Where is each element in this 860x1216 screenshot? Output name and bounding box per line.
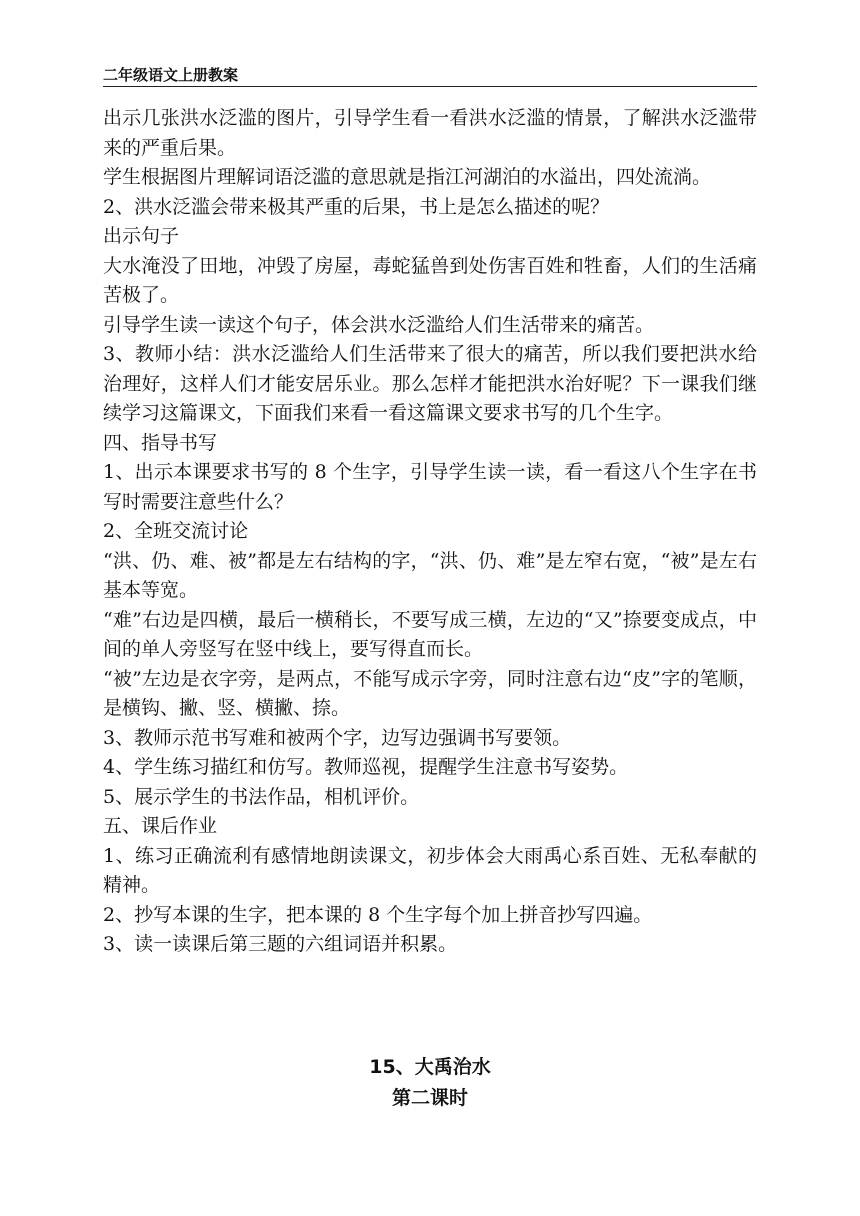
page-header [103, 62, 757, 87]
paragraph-character-nan: “难”右边是四横，最后一横稍长，不要写成三横，左边的“又”捺要变成点，中间的单人旁竖写在竖中线上，要写得直而长。 [103, 608, 757, 660]
paragraph-teacher-summary: 3、教师小结：洪水泛滥给人们生活带来了很大的痛苦，所以我们要把洪水给治理好，这样人们才能安居乐业。那么怎样才能把洪水治好呢？下一课我们继续学习这篇课文，下面我们来看一看这篇课文要求书写的几个生字。 [103, 343, 757, 424]
section-heading-writing: 四、指导书写 [103, 431, 218, 454]
paragraph-intro-pictures: 出示几张洪水泛滥的图片，引导学生看一看洪水泛滥的情景，了解洪水泛滥带来的严重后果。 [103, 107, 757, 159]
paragraph-quoted-sentence: 大水淹没了田地，冲毁了房屋，毒蛇猛兽到处伤害百姓和牲畜，人们的生活痛苦极了。 [103, 254, 757, 306]
lesson-subtitle: 第二课时 [391, 1087, 468, 1109]
paragraph-guide-reading: 引导学生读一读这个句子，体会洪水泛滥给人们生活带来的痛苦。 [103, 313, 655, 336]
lesson-plan-body [103, 104, 757, 960]
paragraph-character-bei: “被”左边是衣字旁，是两点，不能写成示字旁，同时注意右边“皮”字的笔顺，是横钩、撇、竖、横撇、捺。 [103, 667, 757, 719]
paragraph-writing-step-5: 5、展示学生的书法作品，相机评价。 [103, 785, 420, 808]
header-title: 二年级语文上册教案 [103, 66, 239, 84]
paragraph-homework-2: 2、抄写本课的生字，把本课的 8 个生字每个加上拼音抄写四遍。 [103, 903, 653, 926]
paragraph-homework-1: 1、练习正确流利有感情地朗读课文，初步体会大雨禹心系百姓、无私奉献的精神。 [103, 844, 757, 896]
paragraph-writing-step-4: 4、学生练习描红和仿写。教师巡视，提醒学生注意书写姿势。 [103, 756, 629, 778]
paragraph-writing-step-2: 2、全班交流讨论 [103, 520, 249, 542]
paragraph-show-sentence: 出示句子 [103, 225, 180, 247]
paragraph-flood-meaning: 学生根据图片理解词语泛滥的意思就是指江河湖泊的水溢出，四处流淌。 [103, 166, 712, 188]
paragraph-question-2: 2、洪水泛滥会带来极其严重的后果，书上是怎么描述的呢？ [103, 195, 610, 218]
paragraph-homework-3: 3、读一读课后第三题的六组词语并积累。 [103, 933, 458, 955]
paragraph-character-structure: “洪、仍、难、被”都是左右结构的字，“洪、仍、难”是左窄右宽，“被”是左右基本等宽。 [103, 549, 757, 601]
paragraph-writing-step-3: 3、教师示范书写难和被两个字，边写边强调书写要领。 [103, 726, 572, 749]
section-heading-homework: 五、课后作业 [103, 815, 218, 837]
paragraph-writing-step-1: 1、出示本课要求书写的 8 个生字，引导学生读一读，看一看这八个生字在书写时需要注意些什么？ [103, 461, 757, 513]
lesson-title: 15、大禹治水 [369, 1056, 491, 1078]
